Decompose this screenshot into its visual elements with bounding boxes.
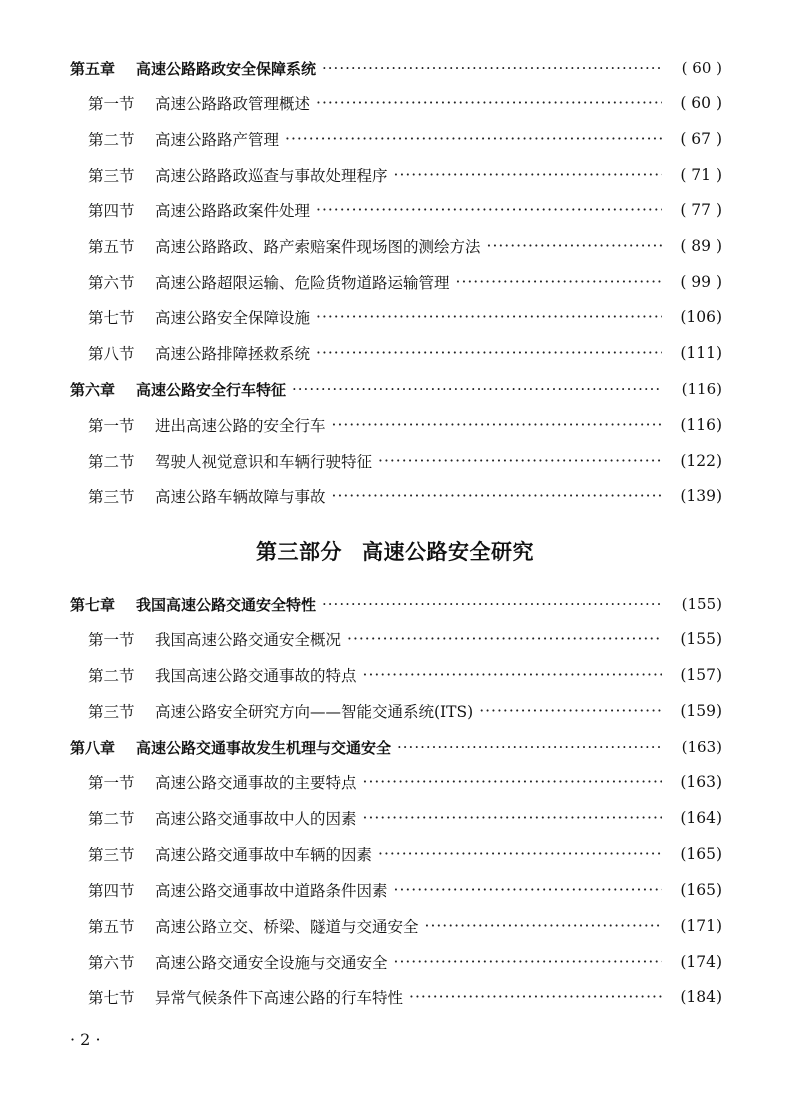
toc-section-row[interactable] — [88, 484, 722, 508]
entry-number: 第一节 — [88, 95, 135, 113]
dot-leader — [363, 666, 662, 684]
dot-leader — [378, 845, 662, 863]
dot-leader — [332, 487, 662, 505]
entry-number: 第三节 — [88, 167, 135, 185]
entry-title: 高速公路路政管理概述 — [155, 95, 311, 113]
toc-section-row[interactable] — [88, 413, 722, 437]
entry-number: 第二节 — [88, 131, 135, 149]
entry-page: (116) — [681, 380, 722, 398]
entry-number: 第二节 — [88, 453, 135, 471]
entry-number: 第二节 — [88, 667, 135, 685]
entry-page: (165) — [680, 881, 722, 899]
entry-number: 第六章 — [70, 380, 116, 399]
toc-section-row[interactable] — [88, 663, 722, 687]
entry-page: (157) — [680, 666, 722, 684]
toc-section-row[interactable] — [88, 770, 722, 794]
dot-leader — [397, 738, 662, 756]
entry-page: ( 60 ) — [681, 59, 722, 77]
dot-leader — [285, 130, 662, 148]
toc-section-row[interactable] — [88, 305, 722, 329]
entry-page: (159) — [680, 702, 722, 720]
entry-title: 高速公路交通安全设施与交通安全 — [155, 954, 388, 972]
toc-section-row[interactable] — [88, 234, 722, 258]
dot-leader — [394, 881, 662, 899]
dot-leader — [487, 237, 662, 255]
toc-section-row[interactable] — [88, 950, 722, 974]
entry-page: (106) — [680, 308, 722, 326]
entry-number: 第七节 — [88, 309, 135, 327]
entry-number: 第五节 — [88, 918, 135, 936]
toc-section-row[interactable] — [88, 341, 722, 365]
part-heading — [0, 536, 790, 566]
toc-section-row[interactable] — [88, 91, 722, 115]
entry-page: (139) — [680, 487, 722, 505]
toc-section-row[interactable] — [88, 914, 722, 938]
entry-title: 高速公路交通事故发生机理与交通安全 — [136, 738, 392, 757]
entry-page: (111) — [680, 344, 722, 362]
entry-title: 高速公路超限运输、危险货物道路运输管理 — [155, 274, 450, 292]
entry-title: 高速公路安全保障设施 — [155, 309, 311, 327]
entry-title: 高速公路路产管理 — [155, 131, 280, 149]
toc-section-row[interactable] — [88, 449, 722, 473]
entry-title: 高速公路路政安全保障系统 — [136, 59, 317, 78]
dot-leader — [316, 344, 662, 362]
entry-title: 高速公路安全行车特征 — [136, 380, 287, 399]
entry-title: 我国高速公路交通安全概况 — [155, 631, 342, 649]
entry-page: (165) — [680, 845, 722, 863]
entry-title: 高速公路交通事故中道路条件因素 — [155, 882, 388, 900]
toc-section-row[interactable] — [88, 127, 722, 151]
entry-title: 高速公路交通事故中人的因素 — [155, 810, 357, 828]
entry-page: ( 71 ) — [680, 166, 722, 184]
dot-leader — [347, 630, 662, 648]
toc-chapter-row[interactable] — [70, 735, 722, 759]
toc-section-row[interactable] — [88, 270, 722, 294]
entry-title: 高速公路交通事故中车辆的因素 — [155, 846, 373, 864]
entry-page: (164) — [680, 809, 722, 827]
dot-leader — [322, 595, 662, 613]
toc-section-row[interactable] — [88, 699, 722, 723]
dot-leader — [316, 308, 662, 326]
entry-title: 高速公路安全研究方向——智能交通系统(ITS) — [155, 703, 474, 721]
part-title: 高速公路安全研究 — [362, 539, 534, 564]
part-label: 第三部分 — [256, 539, 342, 564]
entry-title: 异常气候条件下高速公路的行车特性 — [155, 989, 404, 1007]
entry-number: 第一节 — [88, 774, 135, 792]
entry-number: 第八章 — [70, 738, 116, 757]
entry-page: ( 99 ) — [680, 273, 722, 291]
toc-chapter-row[interactable] — [70, 377, 722, 401]
toc-section-row[interactable] — [88, 198, 722, 222]
dot-leader — [479, 702, 662, 720]
entry-number: 第三节 — [88, 846, 135, 864]
dot-leader — [378, 452, 662, 470]
entry-title: 我国高速公路交通事故的特点 — [155, 667, 357, 685]
entry-page: (116) — [680, 416, 722, 434]
entry-title: 高速公路路政巡查与事故处理程序 — [155, 167, 388, 185]
entry-title: 驾驶人视觉意识和车辆行驶特征 — [155, 453, 373, 471]
toc-section-row[interactable] — [88, 806, 722, 830]
entry-title: 高速公路交通事故的主要特点 — [155, 774, 357, 792]
entry-page: (163) — [680, 773, 722, 791]
entry-page: (163) — [681, 738, 722, 756]
entry-page: (174) — [680, 953, 722, 971]
toc-section-row[interactable] — [88, 985, 722, 1009]
toc-section-row[interactable] — [88, 878, 722, 902]
toc-section-row[interactable] — [88, 627, 722, 651]
entry-number: 第一节 — [88, 417, 135, 435]
toc-section-row[interactable] — [88, 842, 722, 866]
entry-number: 第五章 — [70, 59, 116, 78]
entry-title: 高速公路路政、路产索赔案件现场图的测绘方法 — [155, 238, 481, 256]
entry-number: 第七节 — [88, 989, 135, 1007]
dot-leader — [332, 416, 662, 434]
dot-leader — [394, 953, 662, 971]
entry-number: 第六节 — [88, 274, 135, 292]
entry-title: 进出高速公路的安全行车 — [155, 417, 326, 435]
entry-page: ( 60 ) — [680, 94, 722, 112]
entry-page: (155) — [680, 630, 722, 648]
entry-number: 第三节 — [88, 703, 135, 721]
toc-section-row[interactable] — [88, 163, 722, 187]
entry-page: (184) — [680, 988, 722, 1006]
entry-title: 高速公路车辆故障与事故 — [155, 488, 326, 506]
dot-leader — [292, 380, 662, 398]
entry-title: 高速公路立交、桥梁、隧道与交通安全 — [155, 918, 419, 936]
entry-page: ( 77 ) — [680, 201, 722, 219]
entry-number: 第四节 — [88, 202, 135, 220]
entry-number: 第二节 — [88, 810, 135, 828]
entry-number: 第四节 — [88, 882, 135, 900]
entry-page: (122) — [680, 452, 722, 470]
dot-leader — [456, 273, 662, 291]
page-number: · 2 · — [70, 1030, 101, 1049]
entry-page: ( 89 ) — [680, 237, 722, 255]
entry-page: (155) — [681, 595, 722, 613]
dot-leader — [394, 166, 662, 184]
entry-number: 第五节 — [88, 238, 135, 256]
entry-number: 第六节 — [88, 954, 135, 972]
entry-number: 第七章 — [70, 595, 116, 614]
entry-page: (171) — [680, 917, 722, 935]
dot-leader — [363, 809, 662, 827]
dot-leader — [409, 988, 662, 1006]
toc-chapter-row[interactable] — [70, 56, 722, 80]
entry-number: 第八节 — [88, 345, 135, 363]
entry-page: ( 67 ) — [680, 130, 722, 148]
dot-leader — [316, 201, 662, 219]
entry-number: 第三节 — [88, 488, 135, 506]
entry-title: 我国高速公路交通安全特性 — [136, 595, 317, 614]
entry-title: 高速公路排障拯救系统 — [155, 345, 311, 363]
dot-leader — [316, 94, 662, 112]
entry-number: 第一节 — [88, 631, 135, 649]
entry-title: 高速公路路政案件处理 — [155, 202, 311, 220]
dot-leader — [425, 917, 662, 935]
toc-chapter-row[interactable] — [70, 592, 722, 616]
dot-leader — [322, 59, 662, 77]
dot-leader — [363, 773, 662, 791]
